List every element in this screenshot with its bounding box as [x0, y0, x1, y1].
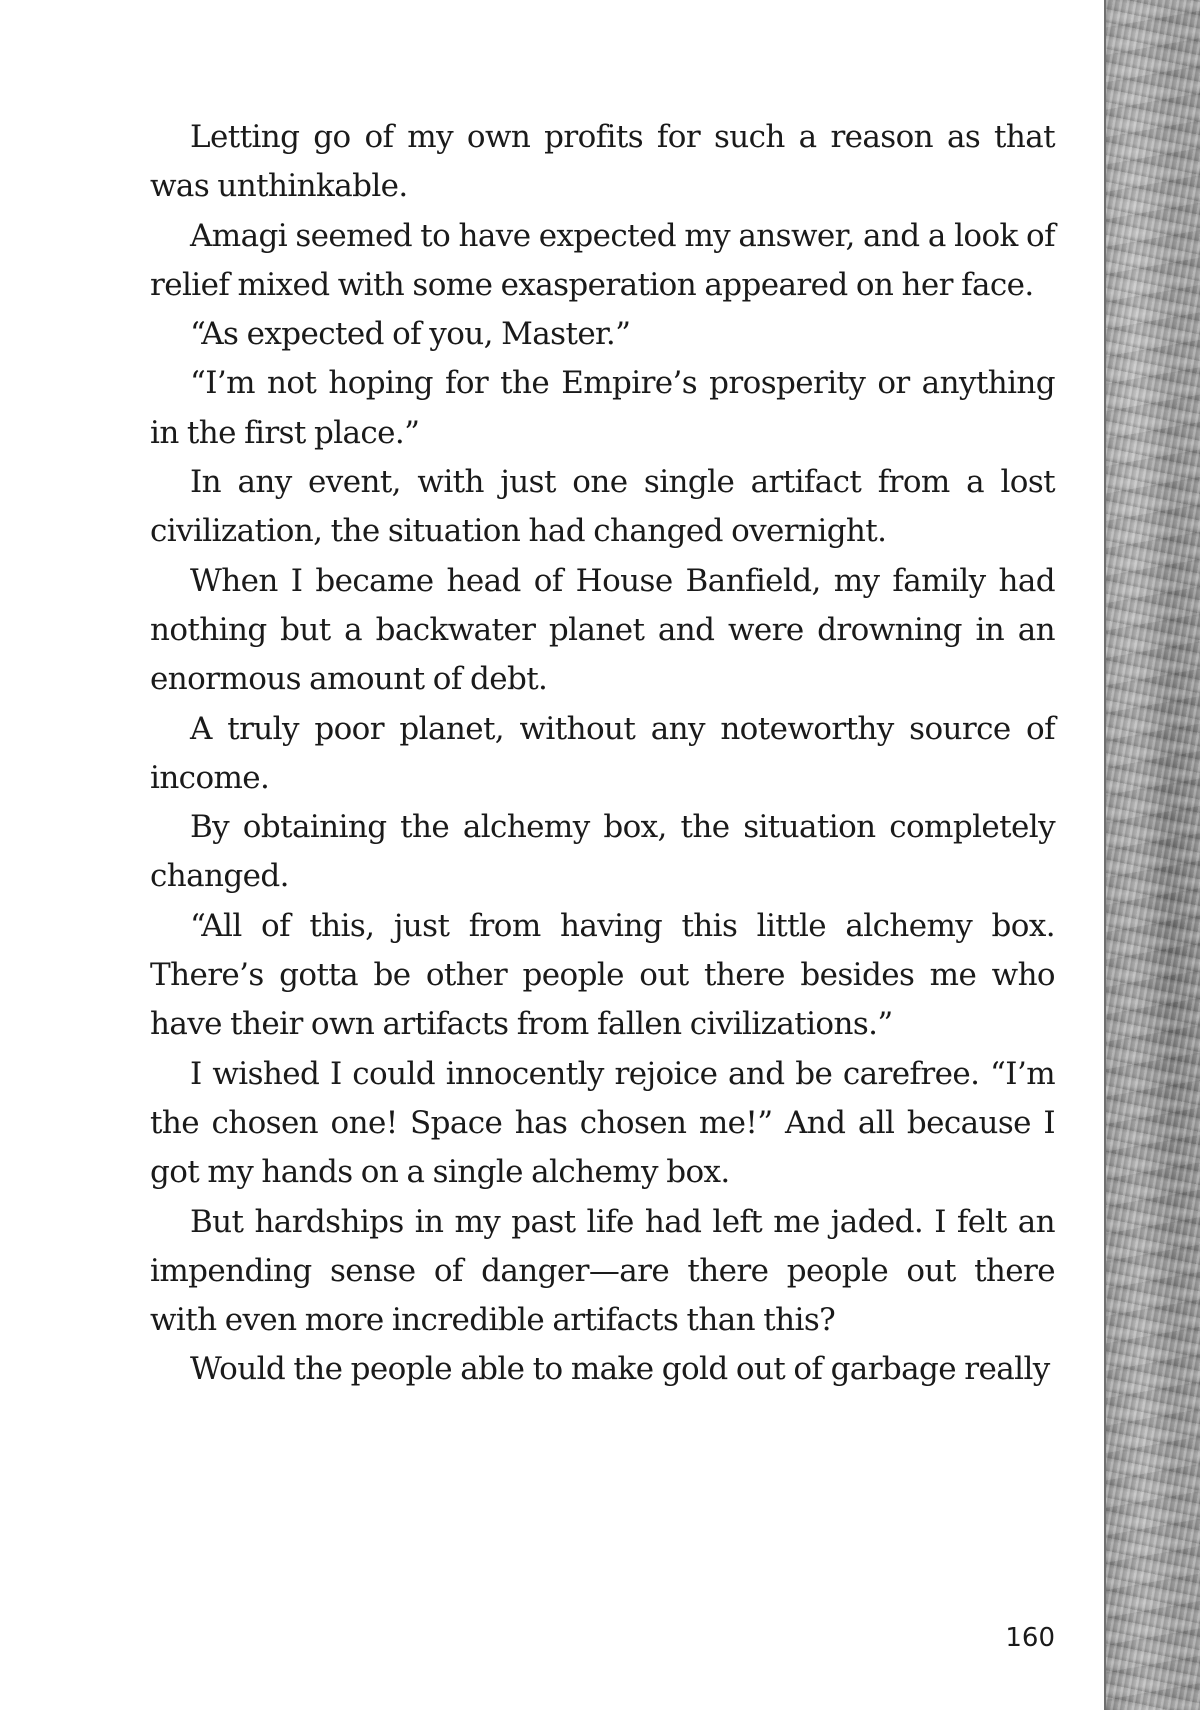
body-text [150, 113, 1055, 1395]
page-edge-texture [1104, 0, 1200, 1710]
paragraph-2: Amagi seemed to have expected my answer, and a look of relief mixed with some exasperation appeared on her face. [150, 217, 1055, 303]
page-number: 160 [1005, 1623, 1055, 1653]
paragraph-9: “All of this, just from having this little alchemy box. There’s gotta be other people out there besides me who have their own artifacts from fallen civilizations.” [150, 907, 1055, 1043]
paragraph-11: But hardships in my past life had left me jaded. I felt an impending sense of danger—are there people out there with even more incredible artifacts than this? [150, 1203, 1055, 1339]
paragraph-6: When I became head of House Banfield, my family had nothing but a backwater planet and were drowning in an enormous amount of debt. [150, 562, 1055, 698]
paragraph-5: In any event, with just one single artifact from a lost civilization, the situation had changed overnight. [150, 464, 1055, 550]
paragraph-3: “As expected of you, Master.” [190, 316, 631, 353]
paragraph-1: Letting go of my own profits for such a reason as that was unthinkable. [150, 119, 1055, 205]
paragraph-4: “I’m not hoping for the Empire’s prosperity or anything in the first place.” [150, 365, 1055, 451]
paragraph-8: By obtaining the alchemy box, the situation completely changed. [150, 809, 1055, 895]
paragraph-7: A truly poor planet, without any noteworthy source of income. [150, 710, 1055, 796]
paragraph-12: Would the people able to make gold out of garbage really [190, 1351, 1050, 1388]
paragraph-10: I wished I could innocently rejoice and be carefree. “I’m the chosen one! Space has chosen me!” And all because I got my hands on a single alchemy box. [150, 1055, 1055, 1191]
